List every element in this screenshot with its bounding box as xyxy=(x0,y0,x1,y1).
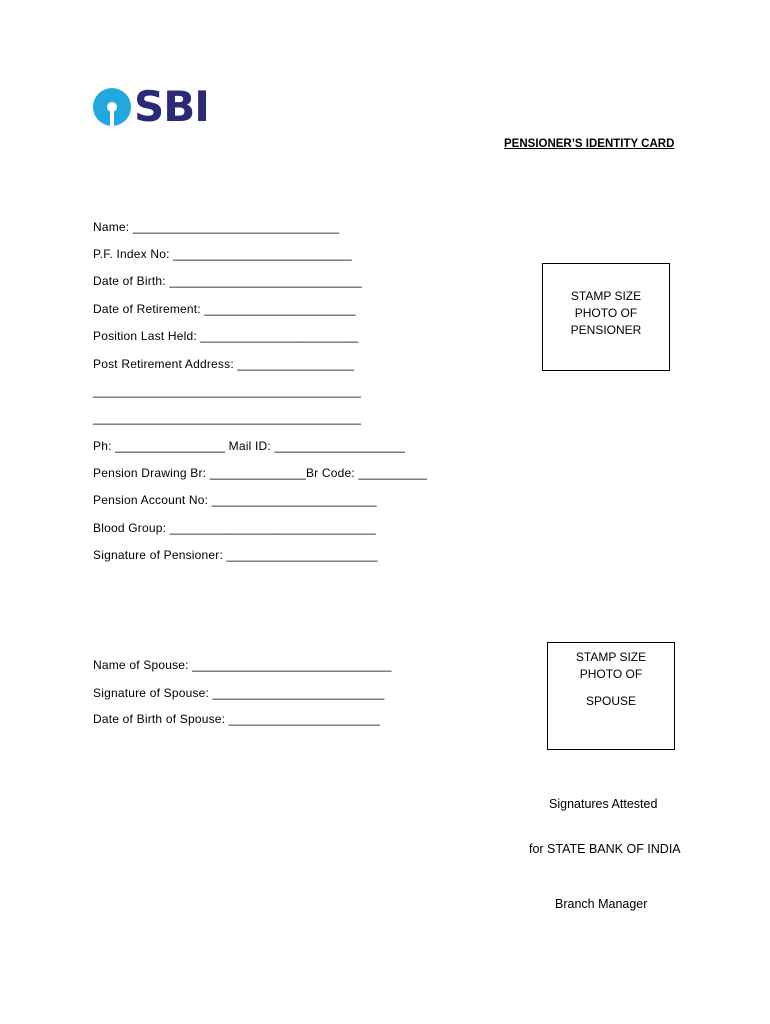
spouse-photo-label-3: SPOUSE xyxy=(585,694,636,708)
field-phone-mail[interactable]: Ph: ________________ Mail ID: ___________________ xyxy=(93,439,406,453)
field-date-of-retirement[interactable]: Date of Retirement: ______________________ xyxy=(93,302,356,316)
field-signature-of-spouse[interactable]: Signature of Spouse: _________________________ xyxy=(93,686,385,700)
pensioner-photo-label-3: PENSIONER xyxy=(570,323,642,337)
field-blood-group[interactable]: Blood Group: ______________________________ xyxy=(93,521,376,535)
field-signature-of-pensioner[interactable]: Signature of Pensioner: ______________________ xyxy=(93,548,378,562)
field-address-line-2[interactable]: _______________________________________ xyxy=(93,384,362,398)
sbi-logo xyxy=(93,82,209,131)
pensioner-photo-box xyxy=(542,263,670,371)
branch-manager-label: Branch Manager xyxy=(555,897,648,911)
signatures-attested-label: Signatures Attested xyxy=(549,797,658,811)
field-position-last-held[interactable]: Position Last Held: _______________________ xyxy=(93,329,359,343)
field-post-retirement-address[interactable]: Post Retirement Address: _________________ xyxy=(93,357,355,371)
field-date-of-birth-of-spouse[interactable]: Date of Birth of Spouse: ______________________ xyxy=(93,712,380,726)
field-pf-index[interactable]: P.F. Index No: __________________________ xyxy=(93,247,352,261)
bank-name-label: for STATE BANK OF INDIA xyxy=(529,842,681,856)
pensioner-photo-label-2: PHOTO OF xyxy=(574,306,638,320)
document-title: PENSIONER’S IDENTITY CARD xyxy=(504,138,675,150)
field-date-of-birth[interactable]: Date of Birth: ____________________________ xyxy=(93,274,362,288)
logo-text: SBI xyxy=(134,82,209,131)
field-pension-account-no[interactable]: Pension Account No: ________________________ xyxy=(93,493,377,507)
keyhole-logo-icon xyxy=(93,88,131,126)
field-name-of-spouse[interactable]: Name of Spouse: _____________________________ xyxy=(93,658,392,672)
spouse-photo-label-1: STAMP SIZE xyxy=(575,650,647,664)
field-address-line-3[interactable]: _______________________________________ xyxy=(93,411,362,425)
field-name[interactable]: Name: ______________________________ xyxy=(93,220,340,234)
spouse-photo-box xyxy=(547,642,675,750)
pensioner-photo-label-1: STAMP SIZE xyxy=(570,289,642,303)
spouse-photo-label-2: PHOTO OF xyxy=(579,667,643,681)
field-pension-drawing-branch[interactable]: Pension Drawing Br: ______________Br Code: __________ xyxy=(93,466,428,480)
